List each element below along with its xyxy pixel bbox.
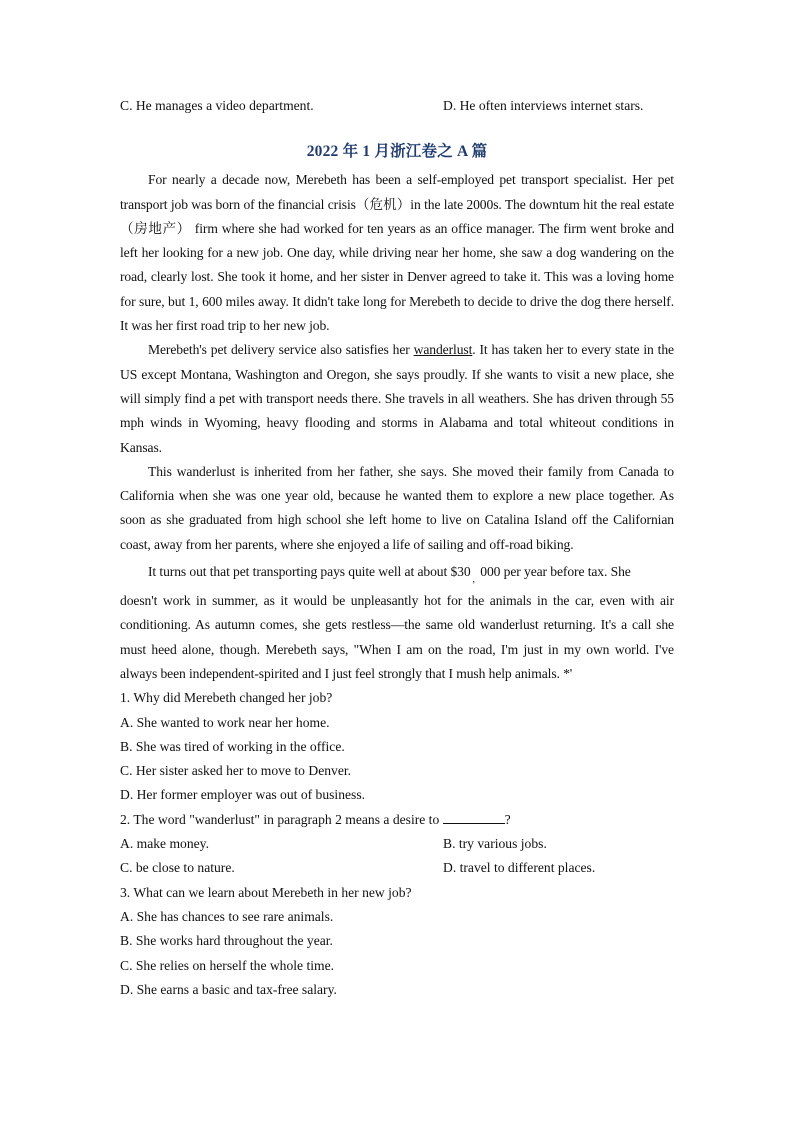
- question-1-stem: 1. Why did Merebeth changed her job?: [120, 690, 333, 706]
- option-c: C. He manages a video department.: [120, 98, 314, 113]
- question-2-stem-text: 2. The word "wanderlust" in paragraph 2 means a desire to: [120, 811, 443, 827]
- question-1-option-d: D. Her former employer was out of business.: [120, 787, 366, 803]
- question-2-option-b: B. try various jobs.: [443, 836, 547, 852]
- question-2-options-row-1: [120, 832, 674, 856]
- paragraph-2-start: Merebeth's pet delivery service also satisfies her: [148, 342, 414, 358]
- paragraph-2: [120, 338, 674, 459]
- paragraph-3: This wanderlust is inherited from her father, she says. She moved their family from Canada to California when she was one year old, because he wanted them to explore a new place together. As soon as she graduated from high school she left home to live on Catalina Island off the Californian coast, away from her parents, where she enjoyed a life of sailing and off-road biking.: [120, 463, 674, 552]
- document-page: [120, 94, 674, 1002]
- question-1-option-a: A. She wanted to work near her home.: [120, 714, 330, 730]
- underlined-word-wanderlust: wanderlust: [413, 342, 473, 358]
- question-2-option-c: C. be close to nature.: [120, 860, 235, 876]
- paragraph-4-comma: ,: [472, 574, 475, 586]
- question-3-option-c: C. She relies on herself the whole time.: [120, 957, 335, 973]
- option-d: D. He often interviews internet stars.: [443, 98, 644, 113]
- question-1: [120, 686, 674, 807]
- question-3-option-a: A. She has chances to see rare animals.: [120, 908, 334, 924]
- answer-blank: [443, 811, 505, 824]
- paragraph-4-rest: doesn't work in summer, as it would be unpleasantly hot for the animals in the car, even with air conditioning. As autumn comes, she gets restless—the same old wanderlust returning. It's a call she must heed alone, though. Merebeth says, "When I am on the road, I'm just in my own world. I've always been independent-spirited and I just feel strongly that I mush help animals. *': [120, 593, 674, 681]
- section-title: 2022 年 1 月浙江卷之 A 篇: [306, 143, 488, 161]
- question-1-option-b: B. She was tired of working in the office.: [120, 738, 345, 754]
- paragraph-2-end: . It has taken her to every state in the US except Montana, Washington and Oregon, she says proudly. If she wants to visit a new place, she will simply find a pet with transport needs there. She travels in all weathers. She has driven through 55 mph winds in Wyoming, heavy flooding and storms in Alabama and total whiteout conditions in Kansas.: [120, 342, 674, 455]
- question-3-option-b: B. She works hard throughout the year.: [120, 933, 333, 949]
- question-3: [120, 881, 674, 1002]
- question-2-stem-end: ?: [504, 811, 511, 827]
- paragraph-4-first-line: [120, 557, 674, 589]
- question-3-option-d: D. She earns a basic and tax-free salary.: [120, 981, 337, 997]
- paragraph-4-mid: 000 per year before tax. She: [476, 564, 631, 580]
- question-3-stem: 3. What can we learn about Merebeth in her new job?: [120, 884, 412, 900]
- question-2-stem: [120, 808, 674, 832]
- question-2-options-row-2: [120, 856, 674, 880]
- paragraph-4-start: It turns out that pet transporting pays quite well at about $30: [148, 564, 471, 580]
- question-2-option-a: A. make money.: [120, 836, 209, 852]
- paragraph-1: For nearly a decade now, Merebeth has been a self-employed pet transport specialist. Her pet transport job was born of the financial crisis（危机）in the late 2000s. The downtum hit the real estate （房地产） firm where she had worked for ten years as an office manager. The firm went broke and left her looking for a new job. One day, while driving near her home, she saw a dog wandering on the road, clearly lost. She took it home, and her sister in Denver agreed to take it. This was a loving home for sure, but 1, 600 miles away. It didn't take long for Merebeth to decide to drive the dog there herself. It was her first road trip to her new job.: [120, 172, 674, 334]
- previous-question-options-row: [120, 94, 674, 118]
- question-2: [120, 808, 674, 881]
- question-2-option-d: D. travel to different places.: [443, 860, 596, 876]
- question-1-option-c: C. Her sister asked her to move to Denver.: [120, 763, 352, 779]
